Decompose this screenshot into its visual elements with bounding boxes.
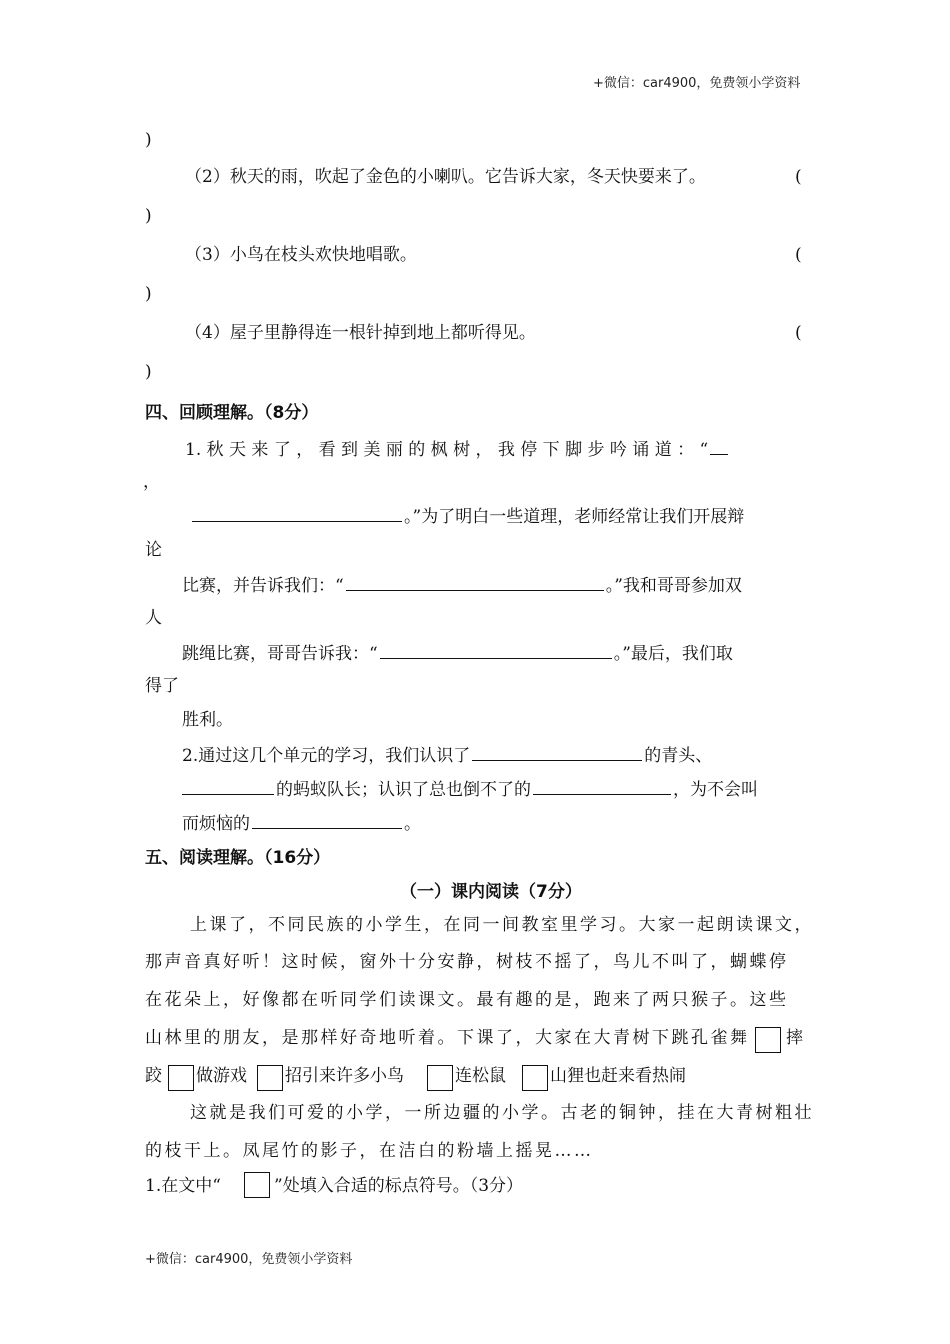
q2-line3-before: 而烦恼的 (182, 814, 250, 834)
q1-line4 (182, 640, 733, 666)
header-note: +微信：car4900，免费领小学资料 (593, 76, 801, 91)
footer-note: +微信：car4900，免费领小学资料 (145, 1252, 353, 1267)
q2-blank-c[interactable] (533, 776, 671, 795)
q2-blank-b[interactable] (182, 776, 274, 795)
q1-line3 (182, 572, 742, 598)
para1-line3: 在花朵上，好像都在听同学们读课文。最有趣的是，跑来了两只猴子。这些 (145, 990, 789, 1010)
q1-blank-c[interactable] (346, 572, 604, 591)
part5-title: 五、阅读理解。（16分） (145, 848, 331, 868)
punct-box-2[interactable] (168, 1065, 194, 1091)
para1-last-seg1: 跤 (145, 1066, 162, 1086)
q1-line3-after: 。”我和哥哥参加双 (605, 576, 742, 596)
para1-line1: 上课了，不同民族的小学生，在同一间教室里学习。大家一起朗读课文， (190, 915, 814, 935)
item-4-open-paren: ( (795, 323, 802, 343)
q2-blank-a[interactable] (472, 742, 642, 761)
closing-paren: ) (145, 130, 152, 150)
item-3-close-paren: ) (145, 284, 152, 304)
q1-line3-wrap: 人 (145, 608, 162, 628)
q1-line4-after: 。”最后，我们取 (613, 644, 733, 664)
punct-box-5[interactable] (522, 1065, 548, 1091)
q2-line3 (182, 810, 421, 836)
part5-subtitle: （一）课内阅读（7分） (400, 882, 582, 902)
para1-last-seg2: 做游戏 (196, 1066, 247, 1086)
q1-blank-a[interactable] (710, 436, 728, 455)
item-4-close-paren: ) (145, 362, 152, 382)
q1-line2-text: 。”为了明白一些道理，老师经常让我们开展辩 (404, 507, 745, 527)
item-2-text: （2）秋天的雨，吹起了金色的小喇叭。它告诉大家，冬天快要来了。 (185, 167, 706, 187)
q1-line1-text: 1. 秋 天 来 了 ， 看 到 美 丽 的 枫 树 ， 我 停 下 脚 步 吟 诵 道 ： “ (185, 440, 709, 460)
para2-line2: 的枝干上。凤尾竹的影子，在洁白的粉墙上摇晃…… (145, 1141, 594, 1161)
q2-line1-after: 的青头、 (644, 746, 713, 766)
q1-line5: 胜利。 (182, 710, 233, 730)
para1-last-seg5: 山狸也赶来看热闹 (550, 1066, 686, 1086)
p5-q1-before: 1.在文中“ (145, 1176, 221, 1196)
punct-box-4[interactable] (427, 1065, 453, 1091)
para1-last-seg4: 连松鼠 (455, 1066, 506, 1086)
q1-line4-before: 跳绳比赛，哥哥告诉我：“ (182, 644, 378, 664)
q2-line2-mid: 的蚂蚁队长；认识了总也倒不了的 (276, 780, 531, 800)
q2-line1-before: 2.通过这几个单元的学习，我们认识了 (182, 746, 471, 766)
para1-last-seg3: 招引来许多小鸟 (285, 1066, 404, 1086)
q2-line1 (182, 742, 712, 768)
q2-blank-d[interactable] (252, 810, 402, 829)
item-3-text: （3）小鸟在枝头欢快地唱歌。 (185, 245, 417, 265)
q1-line4-wrap: 得了 (145, 676, 179, 696)
p5-q1-after: ”处填入合适的标点符号。（3分） (274, 1176, 524, 1196)
q2-line2-after: ，为不会叫 (673, 780, 758, 800)
punct-example-box (244, 1172, 270, 1198)
item-2-close-paren: ) (145, 206, 152, 226)
part4-title: 四、回顾理解。（8分） (145, 403, 319, 423)
q1-comma: ， (143, 472, 160, 492)
q2-line3-after: 。 (404, 814, 421, 834)
para1-line2: 那声音真好听！这时候，窗外十分安静，树枝不摇了，鸟儿不叫了，蝴蝶停 (145, 952, 789, 972)
q1-line2-wrap: 论 (145, 540, 162, 560)
item-3-open-paren: ( (795, 245, 802, 265)
item-4-text: （4）屋子里静得连一根针掉到地上都听得见。 (185, 323, 536, 343)
para1-line4-tail: 摔 (786, 1028, 803, 1048)
q1-line2 (190, 503, 744, 529)
punct-box-1[interactable] (755, 1027, 781, 1053)
q1-line3-before: 比赛，并告诉我们：“ (182, 576, 344, 596)
para1-line4: 山林里的朋友，是那样好奇地听着。下课了，大家在大青树下跳孔雀舞 (145, 1028, 750, 1048)
item-2-open-paren: ( (795, 167, 802, 187)
para2-line1: 这就是我们可爱的小学，一所边疆的小学。古老的铜钟，挂在大青树粗壮 (190, 1103, 814, 1123)
q1-line1 (185, 436, 730, 462)
q1-blank-b[interactable] (192, 503, 402, 522)
punct-box-3[interactable] (257, 1065, 283, 1091)
q2-line2 (182, 776, 758, 802)
q1-blank-d[interactable] (380, 640, 612, 659)
